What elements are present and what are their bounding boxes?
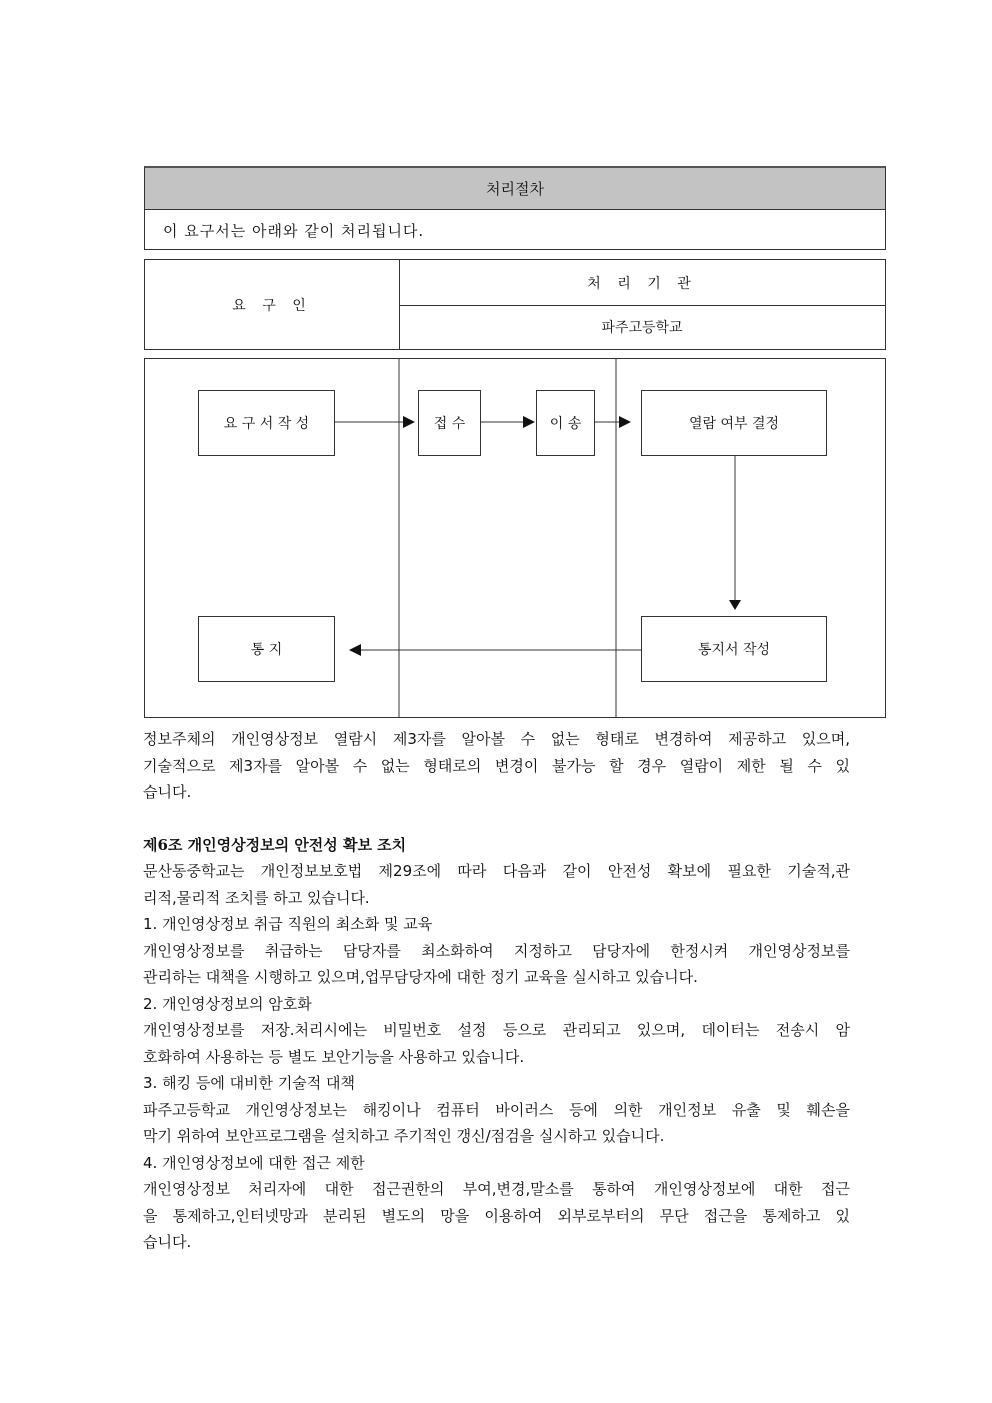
section-6-title: 제6조 개인영상정보의 안전성 확보 조치 (143, 836, 407, 854)
body-line: 습니다. (143, 1233, 192, 1251)
body-line: 개인영상정보를 저장.처리시에는 비밀번호 설정 등으로 관리되고 있으며, 데이터는 전송시 암 (143, 1021, 850, 1039)
body-line: 막기 위하여 보안프로그램을 설치하고 주기적인 갱신/점검을 실시하고 있습니다. (143, 1127, 665, 1145)
node-receive: 접 수 (418, 390, 481, 456)
intro-paragraph (143, 726, 850, 806)
procedure-header-table (144, 166, 886, 250)
item-heading: 3. 해킹 등에 대비한 기술적 대책 (143, 1074, 356, 1092)
intro-line: 기술적으로 제3자를 알아볼 수 없는 형태로의 변경이 불가능 할 경우 열람이 제한 될 수 있 (143, 756, 850, 775)
section-6-body (143, 858, 850, 1256)
processor-name: 파주고등학교 (601, 320, 683, 336)
arrow-head (729, 600, 741, 610)
intro-line: 습니다. (143, 783, 192, 801)
body-line: 개인영상정보를 취급하는 담당자를 최소화하여 지정하고 담당자에 한정시켜 개인영상정보를 (143, 941, 850, 960)
body-line: 을 통제하고,인터넷망과 분리된 별도의 망을 이용하여 외부로부터의 무단 접근을 통제하고 있 (143, 1206, 850, 1225)
arrow-head (403, 416, 415, 428)
body-line: 관리하는 대책을 시행하고 있으며,업무담당자에 대한 정기 교육을 실시하고 있습니다. (143, 968, 698, 986)
parties-table (144, 259, 886, 350)
arrow-head (523, 416, 535, 428)
node-notify: 통 지 (198, 616, 335, 682)
processor-label: 처 리 기 관 (399, 260, 885, 306)
node-write-notice: 통지서 작성 (641, 616, 827, 682)
arrow-head (619, 416, 631, 428)
arrow-head (349, 644, 361, 656)
intro-line: 정보주체의 개인영상정보 열람시 제3자를 알아볼 수 없는 형태로 변경하여 제공하고 있으며, (143, 730, 850, 748)
procedure-title: 처리절차 (145, 168, 885, 210)
node-write-request: 요 구 서 작 성 (198, 390, 335, 456)
body-line: 개인영상정보 처리자에 대한 접근권한의 부여,변경,말소를 통하여 개인영상정보에 대한 접근 (143, 1180, 850, 1198)
node-decide-viewing: 열람 여부 결정 (641, 390, 827, 456)
requester-label: 요 구 인 (145, 260, 400, 349)
process-flow-diagram (144, 358, 886, 718)
item-heading: 1. 개인영상정보 취급 직원의 최소화 및 교육 (143, 915, 433, 933)
body-line: 리적,물리적 조치를 하고 있습니다. (143, 888, 370, 907)
body-line: 파주고등학교 개인영상정보는 해킹이나 컴퓨터 바이러스 등에 의한 개인정보 유출 및 훼손을 (143, 1100, 850, 1119)
node-transfer: 이 송 (536, 390, 595, 456)
item-heading: 2. 개인영상정보의 암호화 (143, 994, 312, 1013)
body-line: 호화하여 사용하는 등 별도 보안기능을 사용하고 있습니다. (143, 1047, 525, 1066)
item-heading: 4. 개인영상정보에 대한 접근 제한 (143, 1153, 365, 1172)
procedure-description: 이 요구서는 아래와 같이 처리됩니다. (163, 222, 425, 240)
body-line: 문산동중학교는 개인정보보호법 제29조에 따라 다음과 같이 안전성 확보에 필요한 기술적,관 (143, 862, 850, 880)
